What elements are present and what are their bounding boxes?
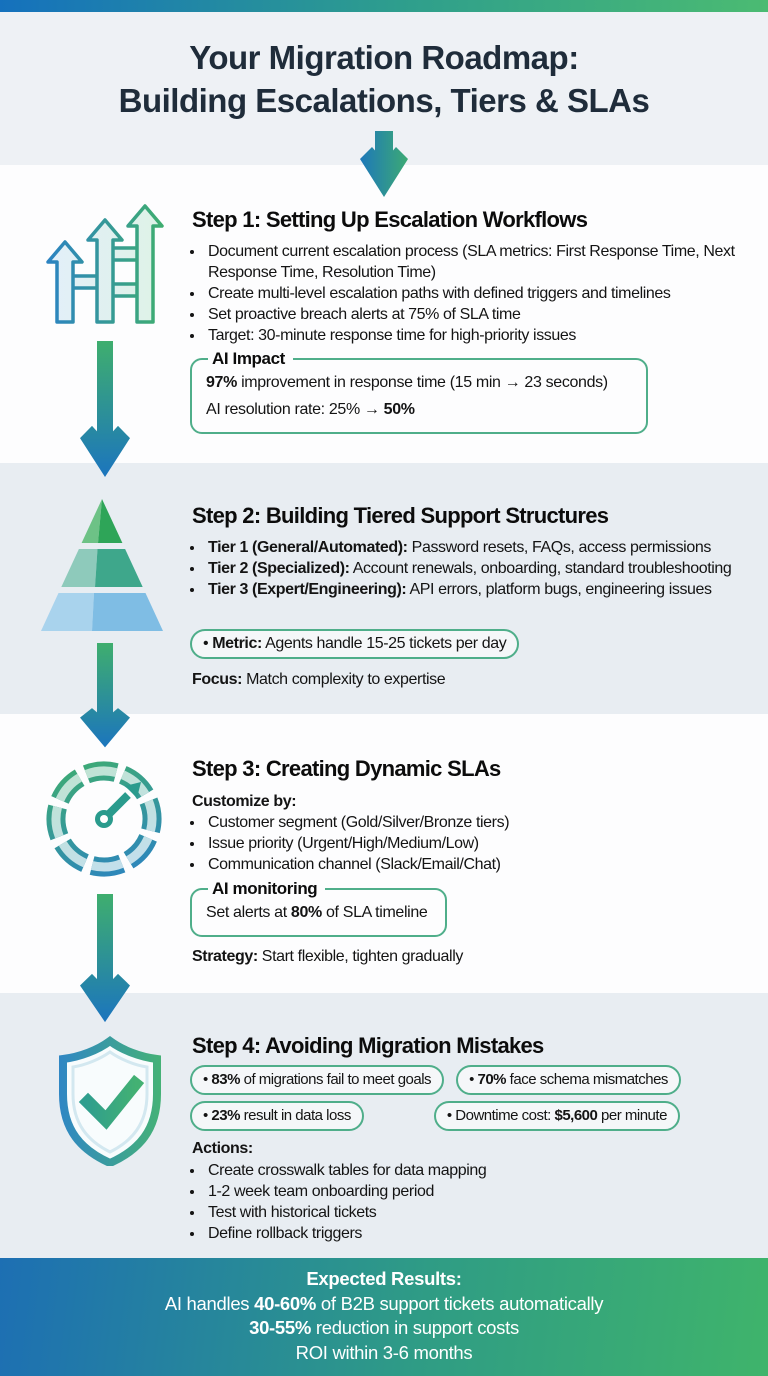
step1-bullets <box>190 241 746 346</box>
footer-line: AI handles 40-60% of B2B support tickets automatically <box>164 1292 604 1314</box>
step4-actions <box>190 1160 746 1244</box>
list-item: • Tier 1 (General/Automated): Password resets, FAQs, access permissions <box>205 537 756 558</box>
step2-title: Step 2: Building Tiered Support Structures <box>192 503 609 528</box>
strategy-line: Strategy: Start flexible, tighten gradually <box>192 948 463 965</box>
footer-line: ROI within 3-6 months <box>295 1341 473 1363</box>
list-item: • Set proactive breach alerts at 75% of SLA time <box>205 304 746 325</box>
step1-title: Step 1: Setting Up Escalation Workflows <box>192 207 588 232</box>
page-title-line1: Your Migration Roadmap: <box>189 39 579 76</box>
list-item: • Create multi-level escalation paths with defined triggers and timelines <box>205 283 746 304</box>
escalation-arrows-icon <box>45 204 165 326</box>
step2-bullets <box>190 537 756 600</box>
step3-subhead: Customize by: <box>192 793 297 810</box>
list-item: • Tier 2 (Specialized): Account renewals, onboarding, standard troubleshooting <box>205 558 756 579</box>
list-item: • Define rollback triggers <box>205 1223 746 1244</box>
down-arrow-icon <box>356 131 412 199</box>
page-title-line2: Building Escalations, Tiers & SLAs <box>118 82 650 119</box>
list-item: • Customer segment (Gold/Silver/Bronze tiers) <box>205 812 746 833</box>
ai-monitoring-callout <box>190 879 447 937</box>
list-item: • Test with historical tickets <box>205 1202 746 1223</box>
step4-title: Step 4: Avoiding Migration Mistakes <box>192 1033 544 1058</box>
flow-arrow-icon <box>75 894 135 1024</box>
footer-line: 30-55% reduction in support costs <box>249 1317 519 1338</box>
list-item: • Target: 30-minute response time for high-priority issues <box>205 325 746 346</box>
actions-label: Actions: <box>192 1140 253 1157</box>
pill-row <box>190 1065 762 1095</box>
pyramid-tiers-icon <box>38 497 166 633</box>
shield-check-icon <box>50 1036 170 1166</box>
ai-impact-callout <box>190 349 648 434</box>
callout-line: AI resolution rate: 25% → 50% <box>206 401 415 418</box>
list-item: • Issue priority (Urgent/High/Medium/Low) <box>205 833 746 854</box>
flow-arrow-icon <box>75 341 135 479</box>
stat-pill: • 70% face schema mismatches <box>456 1065 681 1095</box>
list-item: • Document current escalation process (SLA metrics: First Response Time, Next Response Time, Resolution Time) <box>205 241 746 283</box>
footer-band <box>0 1258 768 1376</box>
list-item: • 1-2 week team onboarding period <box>205 1181 746 1202</box>
callout-title: AI monitoring <box>212 879 318 898</box>
top-accent-bar <box>0 0 768 12</box>
list-item: • Create crosswalk tables for data mapping <box>205 1160 746 1181</box>
list-item: • Communication channel (Slack/Email/Chat) <box>205 854 746 875</box>
footer-title: Expected Results: <box>306 1268 462 1289</box>
list-item: • Tier 3 (Expert/Engineering): API errors, platform bugs, engineering issues <box>205 579 756 600</box>
stat-pill: • 23% result in data loss <box>190 1101 364 1131</box>
stat-pill: • 83% of migrations fail to meet goals <box>190 1065 444 1095</box>
step3-bullets <box>190 812 746 875</box>
page-title <box>0 36 768 122</box>
step3-title: Step 3: Creating Dynamic SLAs <box>192 756 501 781</box>
focus-line: Focus: Match complexity to expertise <box>192 671 446 688</box>
metric-pill: • Metric: Agents handle 15-25 tickets per day <box>190 629 519 659</box>
stat-pill: • Downtime cost: $5,600 per minute <box>434 1101 680 1131</box>
callout-title: AI Impact <box>212 349 285 368</box>
gauge-icon <box>42 757 166 881</box>
callout-line: Set alerts at 80% of SLA timeline <box>206 904 428 921</box>
step4-stat-pills <box>190 1065 762 1131</box>
callout-line: 97% improvement in response time (15 min → 23 seconds) <box>206 374 608 391</box>
pill-row <box>190 1101 762 1131</box>
flow-arrow-icon <box>75 643 135 749</box>
